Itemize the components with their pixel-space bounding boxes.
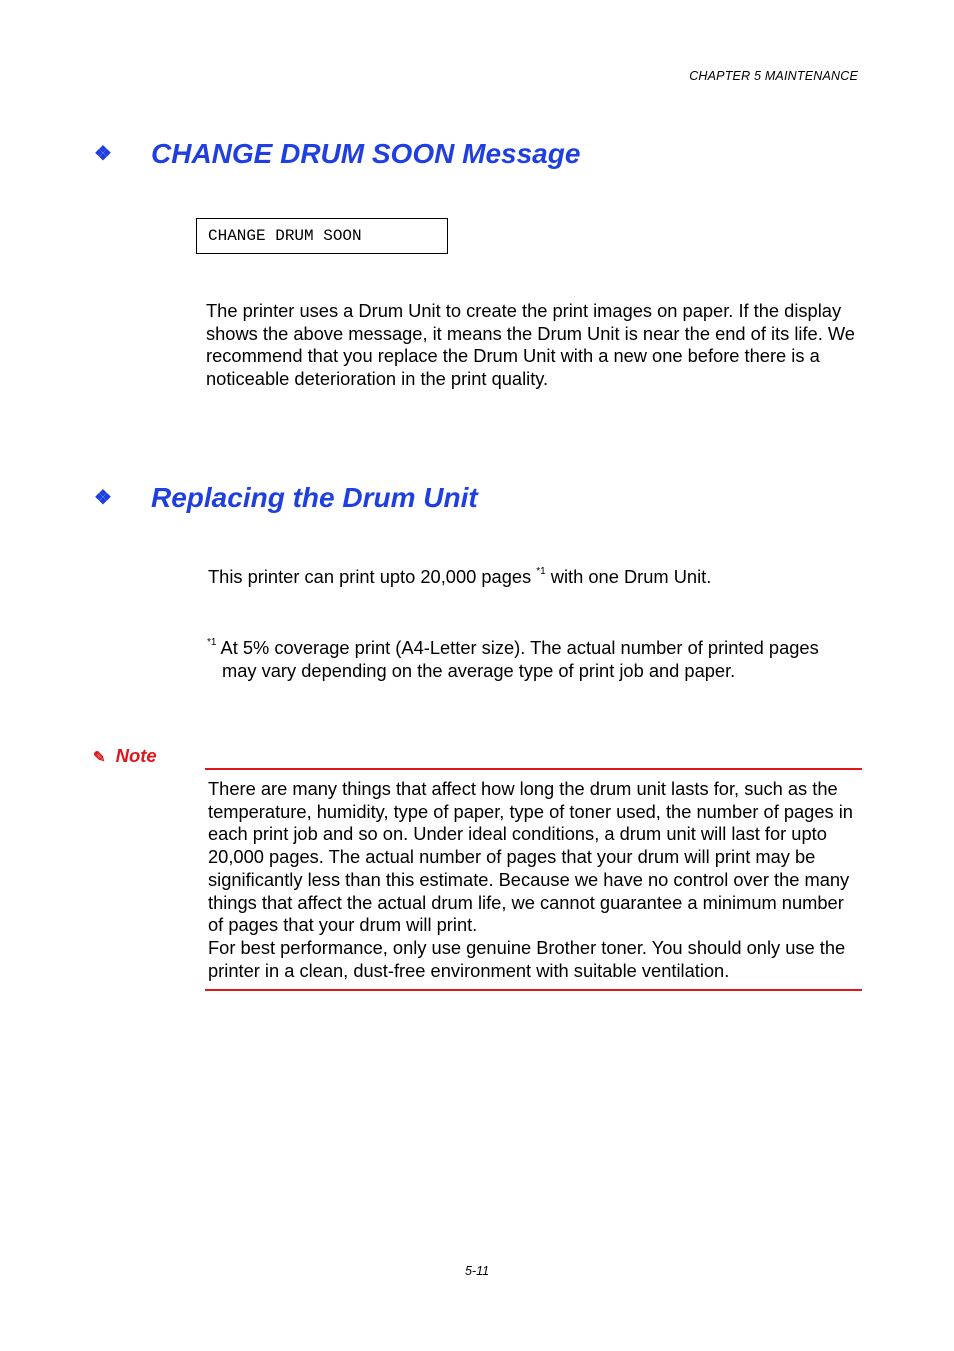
note-body — [208, 778, 862, 982]
footnote-mark: *1 — [207, 637, 217, 648]
note-bottom-rule — [205, 989, 862, 991]
chapter-header: CHAPTER 5 MAINTENANCE — [689, 69, 858, 83]
note-paragraph-2: For best performance, only use genuine Brother toner. You should only use the printer in a clean, dust-free environment with suitable ventilation. — [208, 936, 846, 981]
capacity-text: This printer can print upto 20,000 pages — [208, 566, 537, 587]
page-number: 5-11 — [464, 1264, 490, 1278]
capacity-text-end: with one Drum Unit. — [545, 566, 712, 587]
diamond-four-icon: ❖ — [94, 487, 112, 509]
note-label — [93, 745, 157, 767]
section-heading-replacing-drum — [94, 482, 478, 514]
drum-warning-paragraph: The printer uses a Drum Unit to create the print images on paper. If the display shows the above message, it means the Drum Unit is near the end of its life. We recommend that you replace the Drum Unit with a new one before there is a noticeable deterioration in the print quality. — [206, 300, 855, 390]
footnote-reference: *1 — [536, 566, 546, 577]
note-label-text: Note — [115, 745, 157, 766]
footnote-line-2: may vary depending on the average type of print job and paper. — [222, 659, 736, 681]
footnote-line-1: At 5% coverage print (A4-Letter size). The actual number of printed pages — [216, 637, 819, 658]
section-heading-change-drum-soon — [94, 138, 580, 170]
footnote — [207, 632, 862, 682]
section-title: Replacing the Drum Unit — [151, 482, 478, 513]
note-paragraph-1: There are many things that affect how long the drum unit lasts for, such as the temperature, humidity, type of paper, type of toner used, the number of pages in each print job and so on. Under ideal conditions, a drum unit will last for upto 20,000 pages. The actual number of pages that your drum will print may be significantly less than this estimate. Because we have no control over the many things that affect the actual drum life, we cannot guarantee a minimum number of pages that your drum will print. — [208, 778, 853, 936]
lcd-message-display: CHANGE DRUM SOON — [196, 218, 448, 254]
section-title: CHANGE DRUM SOON Message — [151, 138, 581, 169]
diamond-four-icon: ❖ — [94, 143, 112, 165]
pencil-icon: ✎ — [93, 749, 106, 766]
note-top-rule — [205, 768, 862, 770]
drum-capacity-paragraph — [208, 561, 858, 589]
